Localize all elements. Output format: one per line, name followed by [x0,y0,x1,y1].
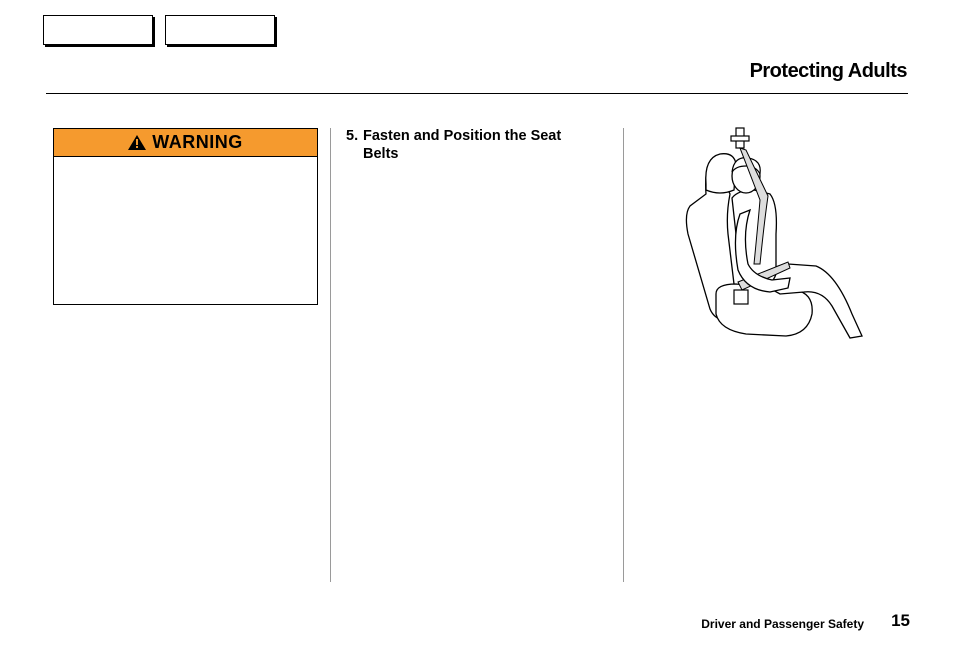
seated-adult-seatbelt-illustration [676,124,872,346]
nav-button-index[interactable] [165,15,275,45]
page-title: Protecting Adults [749,60,907,82]
column-divider-left [330,128,331,582]
footer-page-number: 15 [891,611,910,630]
footer-section-title: Driver and Passenger Safety [701,617,864,631]
warning-box [53,128,318,305]
step-heading [346,127,606,163]
column-divider-right [623,128,624,582]
step-title-line2: Belts [363,146,399,162]
nav-button-main-menu[interactable] [43,15,153,45]
step-title-line1: Fasten and Position the Seat [363,128,562,144]
step-number: 5. [346,128,359,144]
header-rule [46,93,908,94]
warning-label: WARNING [152,132,243,152]
warning-header [54,129,317,157]
warning-triangle-icon [128,135,146,150]
